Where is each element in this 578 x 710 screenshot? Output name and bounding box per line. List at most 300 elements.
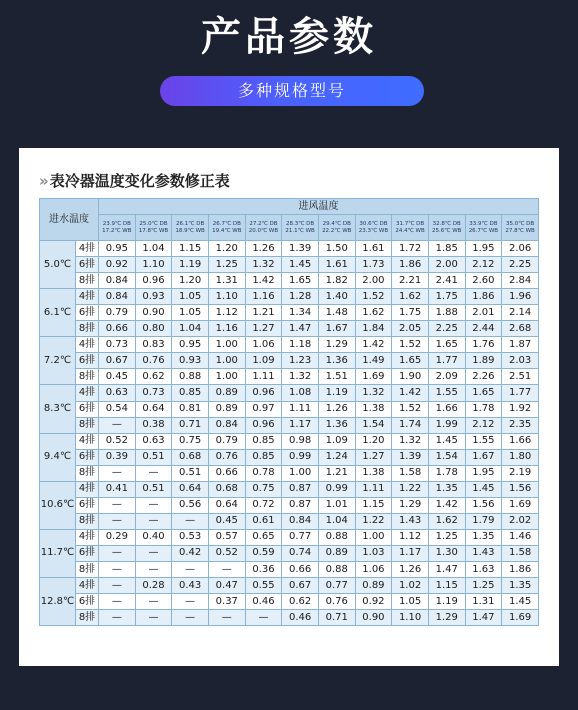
- value-cell: 1.34: [282, 305, 319, 321]
- value-cell: 1.29: [318, 337, 355, 353]
- header-row: [40, 199, 539, 215]
- row-count-label: 4排: [76, 529, 99, 545]
- value-cell: 0.99: [318, 481, 355, 497]
- column-header: [208, 215, 245, 241]
- wet-bulb-label: 22.2℃ WB: [322, 227, 352, 234]
- value-cell: 1.65: [428, 337, 465, 353]
- value-cell: 1.32: [245, 257, 282, 273]
- wet-bulb-label: 19.4℃ WB: [212, 227, 242, 234]
- value-cell: 0.64: [172, 481, 209, 497]
- value-cell: 1.10: [392, 610, 429, 626]
- value-cell: 0.73: [99, 337, 136, 353]
- value-cell: 1.15: [355, 497, 392, 513]
- value-cell: 0.66: [208, 465, 245, 481]
- value-cell: 1.06: [355, 561, 392, 577]
- value-cell: 1.69: [502, 610, 539, 626]
- value-cell: 1.56: [465, 497, 502, 513]
- value-cell: 1.20: [172, 273, 209, 289]
- value-cell: 0.71: [318, 610, 355, 626]
- dry-bulb-label: 28.3℃ DB: [286, 221, 315, 228]
- value-cell: 1.49: [355, 353, 392, 369]
- column-header: [245, 215, 282, 241]
- value-cell: 0.51: [135, 481, 172, 497]
- value-cell: 1.19: [318, 385, 355, 401]
- water-temp-header: 进水温度: [40, 199, 99, 241]
- water-temp-cell: 5.0℃: [40, 241, 76, 289]
- value-cell: 1.36: [318, 417, 355, 433]
- value-cell: 1.40: [318, 289, 355, 305]
- value-cell: 0.84: [282, 513, 319, 529]
- value-cell: 1.21: [318, 465, 355, 481]
- dry-bulb-label: 26.1℃ DB: [176, 221, 205, 228]
- value-cell: 0.93: [172, 353, 209, 369]
- row-count-label: 4排: [76, 433, 99, 449]
- dry-bulb-label: 23.9℃ DB: [102, 221, 131, 228]
- value-cell: 0.46: [245, 594, 282, 610]
- value-cell: 0.79: [208, 433, 245, 449]
- value-cell: 0.40: [135, 529, 172, 545]
- value-cell: 0.51: [172, 465, 209, 481]
- value-cell: 1.55: [428, 385, 465, 401]
- air-temp-header: 进风温度: [99, 199, 539, 215]
- value-cell: 1.75: [392, 305, 429, 321]
- value-cell: 1.75: [428, 289, 465, 305]
- value-cell: 1.77: [502, 385, 539, 401]
- value-cell: 1.67: [465, 449, 502, 465]
- value-cell: 1.65: [392, 353, 429, 369]
- table-row: [40, 529, 539, 545]
- value-cell: 1.25: [208, 257, 245, 273]
- value-cell: 1.00: [208, 353, 245, 369]
- section-title: [39, 170, 230, 191]
- value-cell: 1.99: [428, 417, 465, 433]
- value-cell: 0.85: [172, 385, 209, 401]
- table-row: [40, 449, 539, 465]
- value-cell: 1.77: [428, 353, 465, 369]
- value-cell: 0.43: [172, 578, 209, 594]
- value-cell: 1.73: [355, 257, 392, 273]
- value-cell: 1.47: [428, 561, 465, 577]
- value-cell: 1.00: [282, 465, 319, 481]
- value-cell: 0.68: [208, 481, 245, 497]
- table-row: [40, 513, 539, 529]
- water-temp-cell: 8.3℃: [40, 385, 76, 433]
- value-cell: 0.42: [172, 545, 209, 561]
- value-cell: 2.51: [502, 369, 539, 385]
- value-cell: 1.43: [465, 545, 502, 561]
- value-cell: 2.09: [428, 369, 465, 385]
- value-cell: 1.27: [355, 449, 392, 465]
- value-cell: —: [135, 513, 172, 529]
- value-cell: 1.42: [428, 497, 465, 513]
- water-temp-cell: 11.7℃: [40, 529, 76, 577]
- value-cell: 0.57: [208, 529, 245, 545]
- value-cell: 2.41: [428, 273, 465, 289]
- value-cell: 1.10: [208, 289, 245, 305]
- value-cell: 0.72: [245, 497, 282, 513]
- value-cell: 1.65: [282, 273, 319, 289]
- value-cell: 1.32: [392, 433, 429, 449]
- parameter-card: [19, 148, 559, 666]
- value-cell: 1.32: [282, 369, 319, 385]
- value-cell: 1.43: [392, 513, 429, 529]
- value-cell: 0.62: [135, 369, 172, 385]
- value-cell: 1.20: [355, 433, 392, 449]
- water-temp-cell: 9.4℃: [40, 433, 76, 481]
- row-count-label: 6排: [76, 497, 99, 513]
- value-cell: 2.03: [502, 353, 539, 369]
- value-cell: 1.29: [428, 610, 465, 626]
- value-cell: 2.19: [502, 465, 539, 481]
- value-cell: 1.66: [428, 401, 465, 417]
- value-cell: 1.95: [465, 241, 502, 257]
- value-cell: 1.00: [208, 369, 245, 385]
- value-cell: 2.25: [428, 321, 465, 337]
- table-row: [40, 561, 539, 577]
- value-cell: 1.61: [355, 241, 392, 257]
- value-cell: 1.67: [318, 321, 355, 337]
- column-header: [135, 215, 172, 241]
- row-count-label: 4排: [76, 385, 99, 401]
- value-cell: 1.86: [465, 289, 502, 305]
- value-cell: 0.54: [99, 401, 136, 417]
- value-cell: —: [135, 465, 172, 481]
- value-cell: 1.76: [465, 337, 502, 353]
- value-cell: 0.61: [245, 513, 282, 529]
- value-cell: 1.54: [355, 417, 392, 433]
- row-count-label: 4排: [76, 578, 99, 594]
- wet-bulb-label: 27.8℃ WB: [505, 227, 535, 234]
- value-cell: 1.66: [502, 433, 539, 449]
- value-cell: 2.12: [465, 257, 502, 273]
- value-cell: 0.89: [208, 385, 245, 401]
- value-cell: 0.39: [99, 449, 136, 465]
- page-title: 产品参数: [201, 14, 377, 60]
- value-cell: 1.55: [465, 433, 502, 449]
- value-cell: 1.31: [465, 594, 502, 610]
- value-cell: 0.45: [99, 369, 136, 385]
- value-cell: 1.52: [392, 401, 429, 417]
- value-cell: —: [99, 497, 136, 513]
- wet-bulb-label: 17.8℃ WB: [138, 227, 169, 234]
- value-cell: 1.00: [208, 337, 245, 353]
- column-header: [318, 215, 355, 241]
- water-temp-cell: 7.2℃: [40, 337, 76, 385]
- value-cell: 1.58: [392, 465, 429, 481]
- value-cell: 0.64: [208, 497, 245, 513]
- value-cell: 1.16: [245, 289, 282, 305]
- value-cell: 1.54: [428, 449, 465, 465]
- row-count-label: 8排: [76, 273, 99, 289]
- table-row: [40, 257, 539, 273]
- water-temp-cell: 6.1℃: [40, 289, 76, 337]
- value-cell: 0.67: [99, 353, 136, 369]
- table-row: [40, 305, 539, 321]
- value-cell: 0.75: [245, 481, 282, 497]
- value-cell: 1.96: [502, 289, 539, 305]
- value-cell: 1.90: [392, 369, 429, 385]
- value-cell: —: [208, 561, 245, 577]
- value-cell: 0.84: [208, 417, 245, 433]
- value-cell: 1.58: [502, 545, 539, 561]
- value-cell: 0.84: [99, 273, 136, 289]
- value-cell: 0.89: [208, 401, 245, 417]
- value-cell: 2.12: [465, 417, 502, 433]
- table-row: [40, 465, 539, 481]
- value-cell: 1.39: [282, 241, 319, 257]
- value-cell: 0.67: [282, 578, 319, 594]
- value-cell: 1.35: [502, 578, 539, 594]
- value-cell: 2.25: [502, 257, 539, 273]
- value-cell: 0.85: [245, 433, 282, 449]
- column-header: [502, 215, 539, 241]
- value-cell: 1.11: [282, 401, 319, 417]
- value-cell: 1.61: [318, 257, 355, 273]
- value-cell: 0.95: [99, 241, 136, 257]
- row-count-label: 4排: [76, 337, 99, 353]
- value-cell: 0.93: [135, 289, 172, 305]
- value-cell: 1.12: [392, 529, 429, 545]
- value-cell: —: [99, 513, 136, 529]
- value-cell: 1.65: [465, 385, 502, 401]
- value-cell: 1.30: [428, 545, 465, 561]
- value-cell: 0.41: [99, 481, 136, 497]
- value-cell: 0.37: [208, 594, 245, 610]
- value-cell: 0.52: [208, 545, 245, 561]
- dry-bulb-label: 26.7℃ DB: [212, 221, 241, 228]
- row-count-label: 4排: [76, 241, 99, 257]
- value-cell: 2.60: [465, 273, 502, 289]
- row-count-label: 8排: [76, 417, 99, 433]
- value-cell: 1.45: [465, 481, 502, 497]
- value-cell: 2.06: [502, 241, 539, 257]
- value-cell: 0.95: [172, 337, 209, 353]
- row-count-label: 6排: [76, 545, 99, 561]
- value-cell: 0.68: [172, 449, 209, 465]
- value-cell: 1.35: [428, 481, 465, 497]
- column-header: [465, 215, 502, 241]
- value-cell: 1.86: [392, 257, 429, 273]
- value-cell: 1.12: [208, 305, 245, 321]
- value-cell: 0.76: [135, 353, 172, 369]
- row-count-label: 8排: [76, 465, 99, 481]
- value-cell: 1.25: [465, 578, 502, 594]
- table-row: [40, 545, 539, 561]
- section-title-text: 表冷器温度变化参数修正表: [49, 172, 230, 190]
- row-count-label: 6排: [76, 257, 99, 273]
- dry-bulb-label: 32.8℃ DB: [432, 221, 461, 228]
- value-cell: 0.80: [135, 321, 172, 337]
- value-cell: 0.98: [282, 433, 319, 449]
- value-cell: 2.21: [392, 273, 429, 289]
- value-cell: 1.69: [355, 369, 392, 385]
- table-row: [40, 321, 539, 337]
- double-chevron-icon: »: [39, 172, 46, 190]
- value-cell: 1.17: [392, 545, 429, 561]
- value-cell: 0.99: [282, 449, 319, 465]
- value-cell: 0.84: [99, 289, 136, 305]
- value-cell: —: [99, 545, 136, 561]
- value-cell: 1.42: [392, 385, 429, 401]
- value-cell: 2.02: [502, 513, 539, 529]
- value-cell: —: [99, 578, 136, 594]
- value-cell: 1.78: [428, 465, 465, 481]
- value-cell: 0.56: [172, 497, 209, 513]
- value-cell: 0.83: [135, 337, 172, 353]
- value-cell: 0.92: [355, 594, 392, 610]
- value-cell: 0.74: [282, 545, 319, 561]
- wet-bulb-label: 21.1℃ WB: [285, 227, 315, 234]
- value-cell: 1.01: [318, 497, 355, 513]
- value-cell: 0.63: [99, 385, 136, 401]
- value-cell: 0.66: [282, 561, 319, 577]
- table-row: [40, 273, 539, 289]
- column-header: [172, 215, 209, 241]
- table-row: [40, 401, 539, 417]
- value-cell: —: [135, 594, 172, 610]
- value-cell: 1.26: [318, 401, 355, 417]
- row-count-label: 6排: [76, 449, 99, 465]
- dry-bulb-label: 25.0℃ DB: [139, 221, 168, 228]
- value-cell: 0.62: [282, 594, 319, 610]
- value-cell: 1.05: [172, 289, 209, 305]
- value-cell: 0.55: [245, 578, 282, 594]
- value-cell: 1.47: [465, 610, 502, 626]
- wet-bulb-label: 24.4℃ WB: [395, 227, 425, 234]
- value-cell: 1.72: [392, 241, 429, 257]
- value-cell: —: [172, 513, 209, 529]
- value-cell: 1.15: [428, 578, 465, 594]
- value-cell: —: [172, 610, 209, 626]
- value-cell: 1.09: [318, 433, 355, 449]
- value-cell: 1.11: [355, 481, 392, 497]
- value-cell: 1.35: [465, 529, 502, 545]
- value-cell: 0.75: [172, 433, 209, 449]
- value-cell: —: [99, 594, 136, 610]
- value-cell: 1.27: [245, 321, 282, 337]
- value-cell: 0.51: [135, 449, 172, 465]
- table-row: [40, 417, 539, 433]
- value-cell: 1.11: [245, 369, 282, 385]
- value-cell: 1.06: [245, 337, 282, 353]
- value-cell: 1.21: [245, 305, 282, 321]
- value-cell: 1.05: [172, 305, 209, 321]
- row-count-label: 6排: [76, 353, 99, 369]
- value-cell: 1.52: [355, 289, 392, 305]
- value-cell: 1.45: [282, 257, 319, 273]
- table-row: [40, 497, 539, 513]
- value-cell: 0.38: [135, 417, 172, 433]
- value-cell: 0.63: [135, 433, 172, 449]
- value-cell: 0.46: [282, 610, 319, 626]
- value-cell: 0.76: [318, 594, 355, 610]
- value-cell: 1.92: [502, 401, 539, 417]
- value-cell: 1.36: [318, 353, 355, 369]
- value-cell: —: [172, 561, 209, 577]
- water-temp-cell: 10.6℃: [40, 481, 76, 529]
- value-cell: 1.24: [318, 449, 355, 465]
- table-row: [40, 594, 539, 610]
- value-cell: 2.84: [502, 273, 539, 289]
- value-cell: 1.09: [245, 353, 282, 369]
- value-cell: 1.51: [318, 369, 355, 385]
- value-cell: 1.50: [318, 241, 355, 257]
- value-cell: 1.78: [465, 401, 502, 417]
- value-cell: 0.29: [99, 529, 136, 545]
- value-cell: 2.05: [392, 321, 429, 337]
- wet-bulb-label: 20.0℃ WB: [248, 227, 279, 234]
- value-cell: 1.04: [172, 321, 209, 337]
- value-cell: 1.19: [172, 257, 209, 273]
- column-header: [355, 215, 392, 241]
- row-count-label: 8排: [76, 561, 99, 577]
- value-cell: 1.42: [355, 337, 392, 353]
- value-cell: 2.01: [465, 305, 502, 321]
- table-row: [40, 578, 539, 594]
- value-cell: 1.23: [282, 353, 319, 369]
- value-cell: 0.92: [99, 257, 136, 273]
- value-cell: 1.15: [172, 241, 209, 257]
- value-cell: —: [99, 561, 136, 577]
- value-cell: 0.88: [318, 529, 355, 545]
- value-cell: 1.20: [208, 241, 245, 257]
- water-temp-cell: 12.8℃: [40, 578, 76, 626]
- value-cell: —: [135, 610, 172, 626]
- value-cell: 0.90: [135, 305, 172, 321]
- value-cell: 1.85: [428, 241, 465, 257]
- value-cell: —: [135, 497, 172, 513]
- value-cell: 0.59: [245, 545, 282, 561]
- value-cell: 1.62: [392, 289, 429, 305]
- value-cell: 2.68: [502, 321, 539, 337]
- table-row: [40, 337, 539, 353]
- value-cell: 0.88: [172, 369, 209, 385]
- value-cell: 1.48: [318, 305, 355, 321]
- row-count-label: 8排: [76, 321, 99, 337]
- value-cell: 1.86: [502, 561, 539, 577]
- value-cell: 0.66: [99, 321, 136, 337]
- wet-bulb-label: 25.6℃ WB: [432, 227, 462, 234]
- wet-bulb-label: 18.9℃ WB: [175, 227, 205, 234]
- row-count-label: 4排: [76, 481, 99, 497]
- value-cell: 2.14: [502, 305, 539, 321]
- value-cell: —: [99, 610, 136, 626]
- value-cell: 1.56: [502, 481, 539, 497]
- table-row: [40, 481, 539, 497]
- value-cell: 1.95: [465, 465, 502, 481]
- table-row: [40, 241, 539, 257]
- wet-bulb-label: 17.2℃ WB: [102, 227, 132, 234]
- value-cell: 1.39: [392, 449, 429, 465]
- value-cell: —: [99, 417, 136, 433]
- value-cell: 1.38: [355, 401, 392, 417]
- value-cell: 1.10: [135, 257, 172, 273]
- value-cell: —: [208, 610, 245, 626]
- value-cell: 0.89: [318, 545, 355, 561]
- table-row: [40, 369, 539, 385]
- column-header: [282, 215, 319, 241]
- value-cell: 1.29: [392, 497, 429, 513]
- correction-table: [39, 198, 539, 626]
- value-cell: 0.77: [318, 578, 355, 594]
- subtitle-badge: 多种规格型号: [160, 76, 424, 106]
- column-header: [99, 215, 136, 241]
- dry-bulb-label: 30.6℃ DB: [359, 221, 388, 228]
- dry-bulb-label: 27.2℃ DB: [249, 221, 278, 228]
- table-row: [40, 610, 539, 626]
- value-cell: 2.44: [465, 321, 502, 337]
- value-cell: 1.62: [428, 513, 465, 529]
